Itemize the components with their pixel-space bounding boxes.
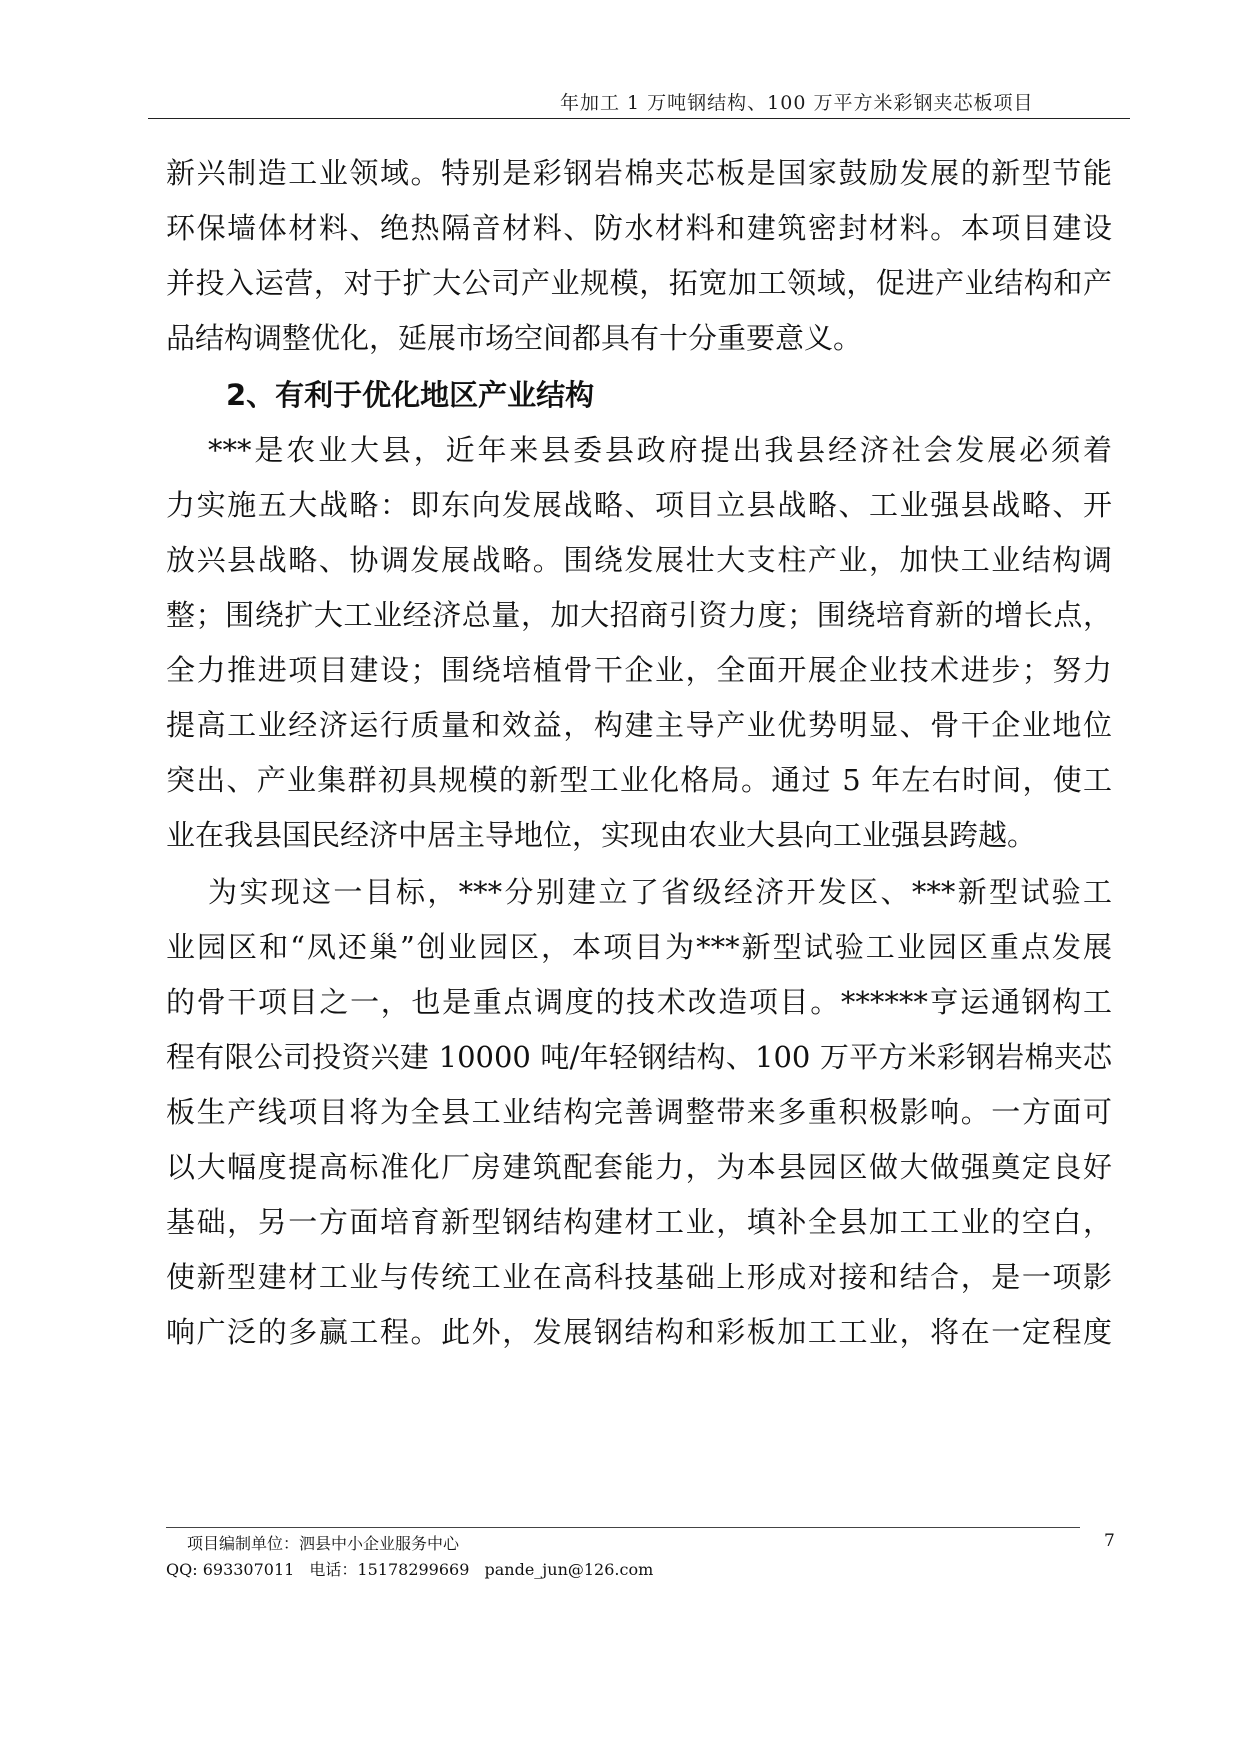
body-line: 放兴县战略、协调发展战略。围绕发展壮大支柱产业，加快工业结构调 — [166, 543, 1112, 577]
header-rule — [148, 118, 1130, 119]
body-line: 品结构调整优化，延展市场空间都具有十分重要意义。 — [166, 321, 863, 355]
header-title: 年加工 1 万吨钢结构、100 万平方米彩钢夹芯板项目 — [560, 92, 1034, 114]
body-line: 全力推进项目建设；围绕培植骨干企业，全面开展企业技术进步；努力 — [166, 653, 1112, 687]
body-line: 为实现这一目标，***分别建立了省级经济开发区、***新型试验工 — [208, 875, 1112, 909]
section-heading: 2、有利于优化地区产业结构 — [226, 378, 595, 412]
footer-qq: QQ: 693307011 — [166, 1560, 295, 1579]
page-number: 7 — [1104, 1531, 1115, 1551]
body-line: 基础，另一方面培育新型钢结构建材工业，填补全县加工工业的空白， — [166, 1205, 1112, 1239]
body-line: 的骨干项目之一，也是重点调度的技术改造项目。******亨运通钢构工 — [166, 985, 1112, 1019]
body-line: 整；围绕扩大工业经济总量，加大招商引资力度；围绕培育新的增长点， — [166, 598, 1112, 632]
body-line: 程有限公司投资兴建 10000 吨/年轻钢结构、100 万平方米彩钢岩棉夹芯 — [166, 1040, 1112, 1074]
footer-email: pande_jun@126.com — [484, 1560, 654, 1579]
body-line: 使新型建材工业与传统工业在高科技基础上形成对接和结合，是一项影 — [166, 1260, 1112, 1294]
body-line: 板生产线项目将为全县工业结构完善调整带来多重积极影响。一方面可 — [166, 1095, 1112, 1129]
body-line: 业在我县国民经济中居主导地位，实现由农业大县向工业强县跨越。 — [166, 818, 1037, 852]
body-line: 以大幅度提高标准化厂房建筑配套能力，为本县园区做大做强奠定良好 — [166, 1150, 1112, 1184]
body-line: 突出、产业集群初具规模的新型工业化格局。通过 5 年左右时间，使工 — [166, 763, 1112, 797]
body-line: 响广泛的多赢工程。此外，发展钢结构和彩板加工工业，将在一定程度 — [166, 1315, 1112, 1349]
footer-phone: 电话：15178299669 — [309, 1560, 470, 1579]
body-line: 提高工业经济运行质量和效益，构建主导产业优势明显、骨干企业地位 — [166, 708, 1112, 742]
body-line: ***是农业大县，近年来县委县政府提出我县经济社会发展必须着 — [208, 433, 1112, 467]
footer-rule — [166, 1527, 1080, 1528]
body-line: 新兴制造工业领域。特别是彩钢岩棉夹芯板是国家鼓励发展的新型节能 — [166, 156, 1112, 190]
body-line: 力实施五大战略：即东向发展战略、项目立县战略、工业强县战略、开 — [166, 488, 1112, 522]
footer-contact — [166, 1557, 663, 1580]
body-line: 并投入运营，对于扩大公司产业规模，拓宽加工领域，促进产业结构和产 — [166, 266, 1112, 300]
footer-unit: 项目编制单位：泗县中小企业服务中心 — [187, 1534, 460, 1553]
body-line: 环保墙体材料、绝热隔音材料、防水材料和建筑密封材料。本项目建设 — [166, 211, 1112, 245]
body-line: 业园区和“凤还巢”创业园区，本项目为***新型试验工业园区重点发展 — [166, 930, 1112, 964]
